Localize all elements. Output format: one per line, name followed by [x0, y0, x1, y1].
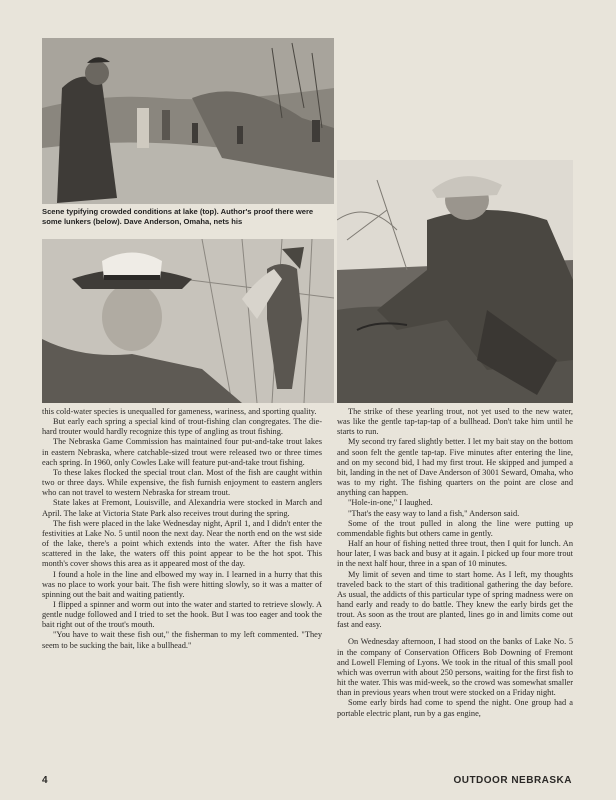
- paragraph: But early each spring a special kind of trout-fishing clan congregates. The die-hard trouter would hardly recognize this type of angling as trout fishing.: [42, 417, 322, 437]
- paragraph: The Nebraska Game Commission has maintained four put-and-take trout lakes in eastern Nebraska, where catchable-sized trout were released two or three times each spring. In 1960, only Cowles Lake will feature put-and-take trout fishing.: [42, 437, 322, 467]
- paragraph: I found a hole in the line and elbowed my way in. I learned in a hurry that this was no place to work your bait. The fish were hitting slowly, so it was a matter of spinning out the bait and waiting patiently.: [42, 569, 322, 599]
- magazine-name: OUTDOOR NEBRASKA: [453, 775, 572, 786]
- paragraph: Some of the trout pulled in along the line were putting up commendable fights but others came in gently.: [337, 518, 573, 538]
- photo-netting-fish: [337, 160, 573, 403]
- photo-angler-with-trout: [42, 239, 334, 403]
- paragraph: this cold-water species is unequalled for gameness, wariness, and sporting quality.: [42, 407, 317, 416]
- paragraph: The fish were placed in the lake Wednesday night, April 1, and I didn't enter the festivities at Lake No. 5 until noon the next day. Near the north end on the wst side of the lake, there's a point which extends into the water. After the fish have scattered in the lake, the waters off this point appear to be the hot spot. This month's cover shows this area as it appeared most of the day.: [42, 518, 322, 569]
- article-column-right: [337, 407, 573, 719]
- paragraph: On Wednesday afternoon, I had stood on the banks of Lake No. 5 in the company of Conservation Officers Bob Downing of Fremont and Lowell Fleming of Lyons. We took in the ritual of this small pool which was overrun with about 250 persons, waiting for the first fish to hit the water. This was mid-week, so the crowd was somewhat smaller than in previous years when trout were stocked on a Friday night.: [337, 637, 573, 698]
- photo-crowded-lake: [42, 38, 334, 204]
- paragraph: Half an hour of fishing netted three trout, then I quit for lunch. An hour later, I was back and busy at it again. I picked up four more trout in the next half hour, three in a span of 10 minutes.: [337, 539, 573, 569]
- paragraph: Some early birds had come to spend the night. One group had a portable electric plant, run by a gas engine,: [337, 698, 573, 718]
- paragraph: State lakes at Fremont, Louisville, and Alexandria were stocked in March and April. The lake at Victoria State Park also receives trout during the spring.: [42, 498, 322, 518]
- paragraph: To these lakes flocked the special trout clan. Most of the fish are caught within two or three days. While expensive, the fish furnish enjoyment to eastern anglers who can not travel to western Nebraska for stream trout.: [42, 467, 322, 498]
- article-column-left: [42, 407, 322, 651]
- paragraph: "Hole-in-one," I laughed.: [348, 498, 433, 508]
- paragraph: "You have to wait these fish out," the fisherman to my left commented. "They seem to be sucking the bait, like a bullhead.": [42, 630, 322, 650]
- paragraph: My second try fared slightly better. I let my bait stay on the bottom and soon felt the gentle tap-tap. Five minutes after entering the line, and on my second bid, I had my first trout. He skipped and jumped a bit, landing in the net of Dave Anderson of 3001 Seward, Omaha, who was to my right. The fishing quarters on the point are close and anything can happen.: [337, 437, 573, 498]
- paragraph: "That's the easy way to land a fish," Anderson said.: [348, 508, 520, 518]
- paragraph: I flipped a spinner and worm out into the water and started to retrieve slowly. A gentle nudge followed and I tried to set the hook. But I was too eager and took the bait right out of the trout's mouth.: [42, 599, 322, 630]
- page-number: 4: [42, 775, 48, 786]
- paragraph: The strike of these yearling trout, not yet used to the new water, was like the gentle tap-tap-tap of a bullhead. Don't take him until he starts to run.: [337, 407, 573, 437]
- photo-caption: Scene typifying crowded conditions at lake (top). Author's proof there were some lunkers (below). Dave Anderson, Omaha, nets his: [42, 207, 314, 226]
- paragraph: My limit of seven and time to start home. As I left, my thoughts traveled back to the start of this traditional gathering the day before. As usual, the addicts of this particular type of spring madness were on hand early and ready to do battle. They knew the early birds get the trout. As soon as the trout are planted, lines go in and limits come out fast and easy.: [337, 569, 573, 630]
